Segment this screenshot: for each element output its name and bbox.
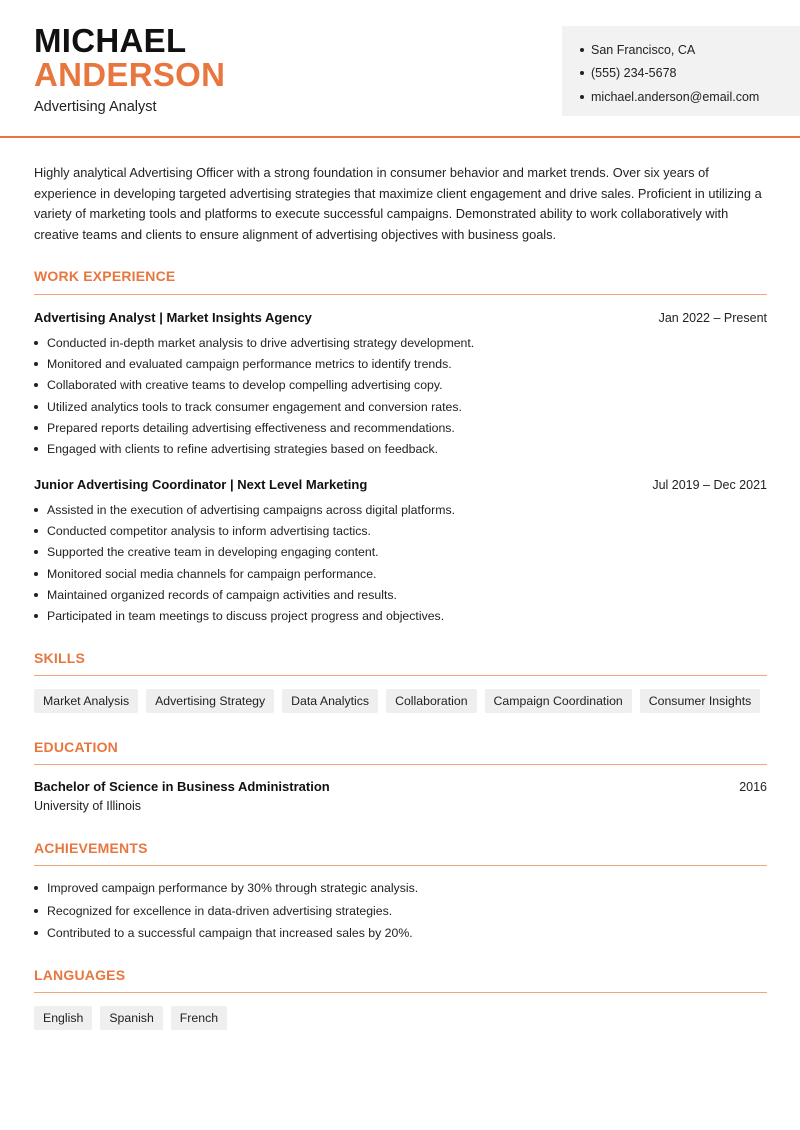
job-role: Junior Advertising Coordinator | Next Level Marketing	[34, 477, 368, 492]
contact-box	[562, 26, 800, 116]
language-tag: Spanish	[100, 1006, 162, 1030]
work-experience-heading: WORK EXPERIENCE	[34, 268, 176, 284]
skills-list	[34, 689, 760, 713]
skill-tag: Consumer Insights	[640, 689, 761, 713]
list-item	[34, 563, 767, 584]
section-divider	[34, 294, 767, 295]
list-item-text: Monitored and evaluated campaign performance metrics to identify trends.	[47, 356, 452, 371]
section-divider	[34, 865, 767, 866]
list-item-text: Engaged with clients to refine advertising strategies based on feedback.	[47, 442, 439, 457]
summary-paragraph: Highly analytical Advertising Officer with a strong foundation in consumer behavior and market trends. Over six years of experience in developing targeted advertising strategies that maximize client engagement and drive sales. Proficient in utilizing a variety of marketing tools and platforms to execute successful campaigns. Demonstrated ability to work collaboratively with creative teams and clients to ensure alignment of advertising objectives with business goals.	[34, 165, 762, 242]
list-item	[34, 417, 767, 438]
skill-tag: Advertising Strategy	[146, 689, 274, 713]
list-item	[34, 438, 767, 459]
skills-heading: SKILLS	[34, 650, 85, 666]
skill-tag: Market Analysis	[34, 689, 138, 713]
list-item-text: Assisted in the execution of advertising campaigns across digital platforms.	[47, 502, 456, 517]
bullet-icon	[34, 550, 38, 554]
list-item	[34, 900, 767, 923]
list-item-text: Conducted in-depth market analysis to drive advertising strategy development.	[47, 335, 475, 350]
list-item-text: Prepared reports detailing advertising effectiveness and recommendations.	[47, 420, 455, 435]
job-bullets	[34, 332, 767, 460]
contact-email-text: michael.anderson@email.com	[591, 89, 760, 104]
list-item	[34, 520, 767, 541]
list-item	[34, 353, 767, 374]
list-item	[34, 332, 767, 353]
bullet-icon	[34, 572, 38, 576]
list-item	[34, 922, 767, 945]
achievements-heading: ACHIEVEMENTS	[34, 840, 148, 856]
job-title: Advertising Analyst	[34, 99, 157, 115]
section-divider	[34, 992, 767, 993]
bullet-icon	[34, 614, 38, 618]
education-school: University of Illinois	[34, 799, 141, 813]
education-degree: Bachelor of Science in Business Administration	[34, 779, 330, 794]
bullet-icon	[34, 447, 38, 451]
list-item	[34, 584, 767, 605]
list-item-text: Improved campaign performance by 30% through strategic analysis.	[47, 881, 419, 896]
bullet-icon	[34, 426, 38, 430]
bullet-icon	[34, 362, 38, 366]
education-heading: EDUCATION	[34, 739, 118, 755]
list-item	[34, 605, 767, 626]
job-role: Advertising Analyst | Market Insights Agency	[34, 310, 312, 325]
job-bullets	[34, 499, 767, 627]
list-item-text: Supported the creative team in developing engaging content.	[47, 545, 379, 560]
bullet-icon	[34, 383, 38, 387]
bullet-icon	[580, 95, 584, 99]
skill-tag: Data Analytics	[282, 689, 378, 713]
list-item-text: Participated in team meetings to discuss project progress and objectives.	[47, 609, 445, 624]
contact-email	[580, 85, 800, 109]
languages-list	[34, 1006, 227, 1030]
list-item-text: Monitored social media channels for campaign performance.	[47, 566, 377, 581]
list-item-text: Contributed to a successful campaign that increased sales by 20%.	[47, 926, 413, 941]
contact-phone	[580, 62, 800, 86]
list-item	[34, 396, 767, 417]
resume-header	[0, 0, 800, 138]
bullet-icon	[34, 529, 38, 533]
bullet-icon	[34, 593, 38, 597]
list-item	[34, 375, 767, 396]
language-tag: French	[171, 1006, 227, 1030]
education-header	[34, 779, 767, 794]
list-item-text: Maintained organized records of campaign activities and results.	[47, 587, 397, 602]
skill-tag: Collaboration	[386, 689, 476, 713]
list-item-text: Utilized analytics tools to track consumer engagement and conversion rates.	[47, 399, 462, 414]
list-item-text: Conducted competitor analysis to inform advertising tactics.	[47, 523, 371, 538]
job-header	[34, 310, 767, 325]
section-divider	[34, 675, 767, 676]
last-name: ANDERSON	[34, 56, 226, 93]
contact-location	[580, 38, 800, 62]
list-item	[34, 499, 767, 520]
section-divider	[34, 764, 767, 765]
job-dates: Jul 2019 – Dec 2021	[652, 478, 767, 492]
list-item	[34, 877, 767, 900]
bullet-icon	[580, 48, 584, 52]
first-name: MICHAEL	[34, 22, 187, 59]
bullet-icon	[34, 341, 38, 345]
list-item-text: Collaborated with creative teams to develop compelling advertising copy.	[47, 378, 443, 393]
list-item	[34, 542, 767, 563]
languages-heading: LANGUAGES	[34, 967, 126, 983]
job-header	[34, 477, 767, 492]
job-dates: Jan 2022 – Present	[658, 311, 767, 325]
bullet-icon	[580, 71, 584, 75]
achievements-list	[34, 877, 767, 945]
language-tag: English	[34, 1006, 92, 1030]
bullet-icon	[34, 508, 38, 512]
bullet-icon	[34, 931, 38, 935]
bullet-icon	[34, 909, 38, 913]
list-item-text: Recognized for excellence in data-driven advertising strategies.	[47, 903, 393, 918]
bullet-icon	[34, 405, 38, 409]
skill-tag: Campaign Coordination	[485, 689, 632, 713]
bullet-icon	[34, 886, 38, 890]
contact-phone-text: (555) 234-5678	[591, 66, 677, 81]
contact-location-text: San Francisco, CA	[591, 42, 696, 57]
education-year: 2016	[739, 780, 767, 794]
